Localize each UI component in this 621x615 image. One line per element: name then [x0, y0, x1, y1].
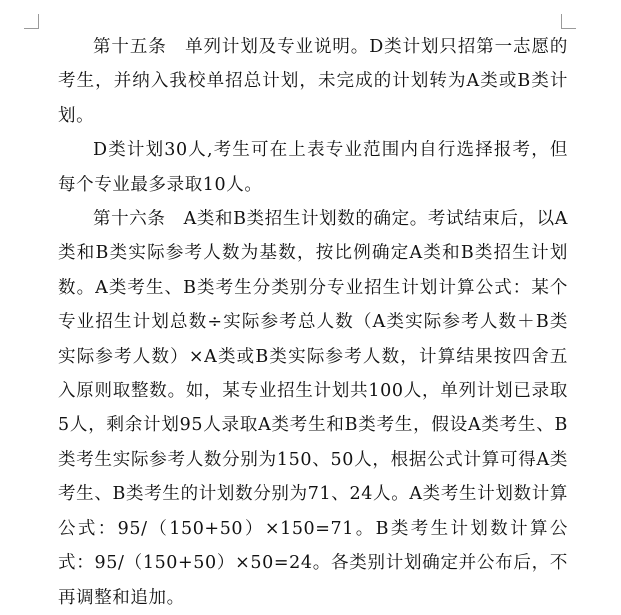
- page-corner-marker-left: [24, 14, 39, 29]
- paragraph-article-16: 第十六条 A类和B类招生计划数的确定。考试结束后，以A类和B类实际参考人数为基数，按比例确定A类和B类招生计划数。A类考生、B类考生分类别分专业招生计划计算公式：某个专业招生计划总数÷实际参考总人数（A类实际参考人数＋B类实际参考人数）×A类或B类实际参考人数，计算结果按四舍五入原则取整数。如，某专业招生计划共100人，单列计划已录取5人，剩余计划95人录取A类考生和B类考生，假设A类考生、B类考生实际参考人数分别为150、50人，根据公式计算可得A类考生、B类考生的计划数分别为71、24人。A类考生计划数计算公式：95/（150+50）×150=71。B类考生计划数计算公式：95/（150+50）×50=24。各类别计划确定并公布后，不再调整和追加。: [58, 209, 568, 608]
- document-body[interactable]: [58, 30, 568, 615]
- paragraph-article-15: 第十五条 单列计划及专业说明。D类计划只招第一志愿的考生，并纳入我校单招总计划，未完成的计划转为A类或B类计划。: [58, 37, 568, 126]
- page-corner-marker-right: [561, 14, 576, 29]
- paragraph-d-class-plan: D类计划30人,考生可在上表专业范围内自行选择报考，但每个专业最多录取10人。: [58, 140, 568, 195]
